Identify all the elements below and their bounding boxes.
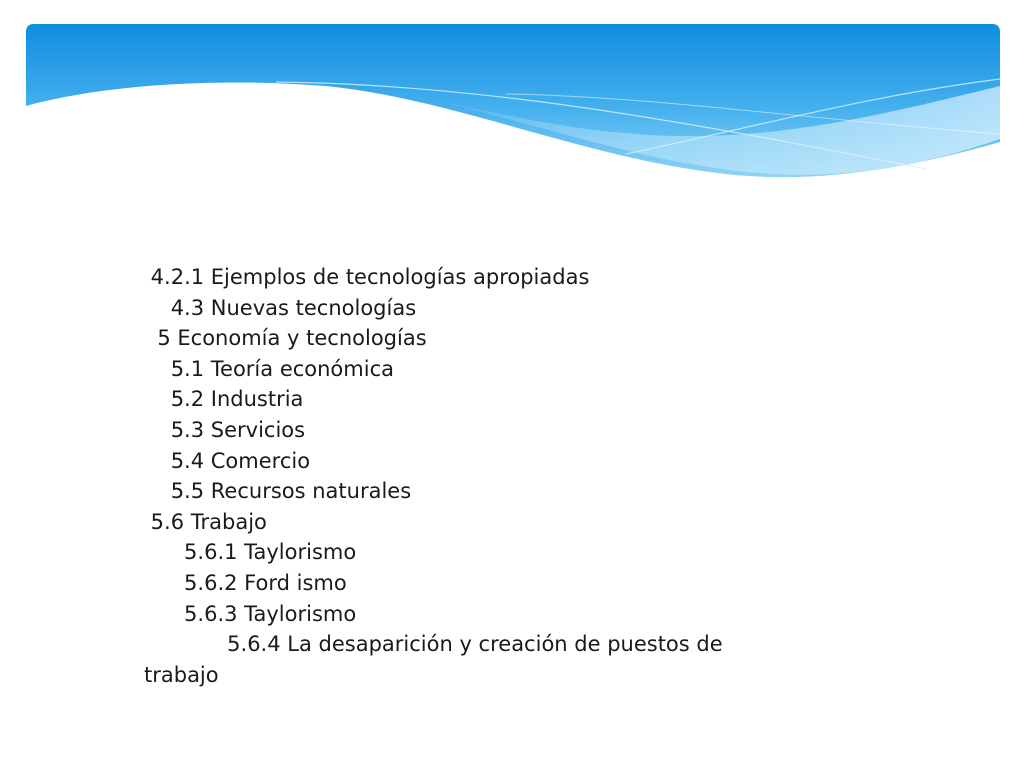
outline-line: 5.3 Servicios	[144, 417, 306, 442]
header-wave-banner	[26, 24, 1000, 184]
outline-line: 5.2 Industria	[144, 387, 304, 412]
outline-line: 4.2.1 Ejemplos de tecnologías apropiadas	[144, 265, 590, 289]
outline-line: 5.4 Comercio	[144, 448, 311, 473]
outline-line: 4.3 Nuevas tecnologías	[144, 295, 417, 320]
outline-line: 5 Economía y tecnologías	[144, 326, 427, 351]
outline-line: 5.6.3 Taylorismo	[144, 601, 357, 626]
outline-line: 5.6.2 Ford ismo	[144, 570, 347, 595]
outline-line: 5.6.4 La desaparición y creación de puestos de trabajo	[144, 632, 723, 687]
outline-line: 5.1 Teoría económica	[144, 356, 394, 381]
outline-line: 5.5 Recursos naturales	[144, 479, 412, 504]
outline-text	[144, 262, 744, 690]
outline-line: 5.6 Trabajo	[144, 509, 267, 534]
outline-line: 5.6.1 Taylorismo	[144, 540, 357, 565]
